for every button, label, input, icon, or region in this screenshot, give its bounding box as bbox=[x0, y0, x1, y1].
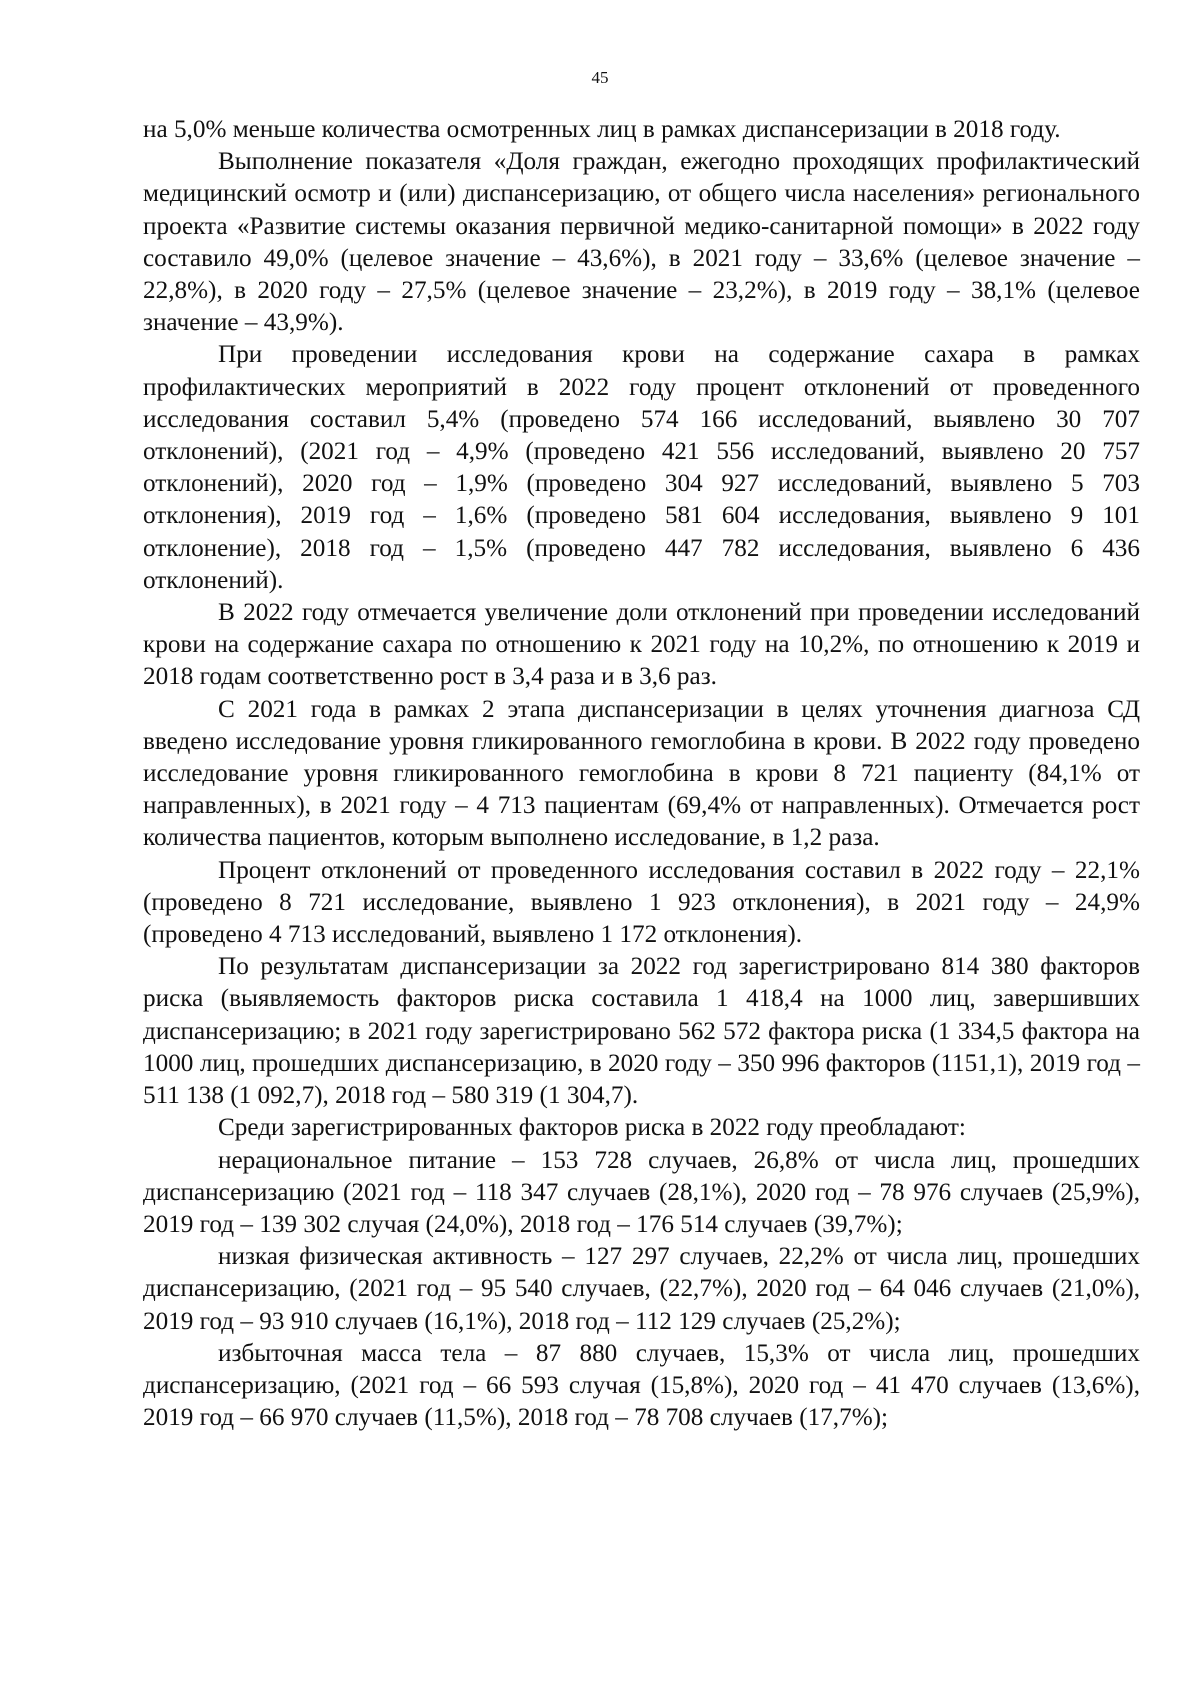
page-number: 45 bbox=[591, 68, 609, 87]
paragraph-deviation-percent: Процент отклонений от проведенного исследования составил в 2022 году – 22,1% (проведено 8 721 исследование, выявлено 1 923 отклонения), в 2021 году – 24,9% (проведено 4 713 исследований, выявлено 1 172 отклонения). bbox=[143, 856, 1140, 949]
paragraph-prevailing-factors: Среди зарегистрированных факторов риска в 2022 году преобладают: bbox=[218, 1114, 966, 1142]
paragraph-glycated-hemoglobin: С 2021 года в рамках 2 этапа диспансеризации в целях уточнения диагноза СД введено исследование уровня гликированного гемоглобина в крови. В 2022 году проведено исследование уровня гликированного гемоглобина в крови 8 721 пациенту (84,1% от направленных), в 2021 году – 4 713 пациентам (69,4% от направленных). Отмечается рост количества пациентов, которым выполнено исследование, в 1,2 раза. bbox=[143, 695, 1140, 852]
paragraph-deviation-increase: В 2022 году отмечается увеличение доли отклонений при проведении исследований крови на содержание сахара по отношению к 2021 году на 10,2%, по отношению к 2019 и 2018 годам соответственно рост в 3,4 раза и в 3,6 раз. bbox=[143, 599, 1140, 691]
list-item-unhealthy-diet: нерациональное питание – 153 728 случаев, 26,8% от числа лиц, прошедших диспансеризацию (2021 год – 118 347 случаев (28,1%), 2020 год – 78 976 случаев (25,9%), 2019 год – 139 302 случая (24,0%), 2018 год – 176 514 случаев (39,7%); bbox=[143, 1146, 1140, 1238]
paragraph-indicator-share: Выполнение показателя «Доля граждан, ежегодно проходящих профилактический медицинский осмотр и (или) диспансеризацию, от общего числа населения» регионального проекта «Развитие системы оказания первичной медико-санитарной помощи» в 2022 году составило 49,0% (целевое значение – 43,6%), в 2021 году – 33,6% (целевое значение – 22,8%), в 2020 году – 27,5% (целевое значение – 23,2%), в 2019 году – 38,1% (целевое значение – 43,9%). bbox=[143, 148, 1140, 337]
paragraph-blood-sugar-tests: При проведении исследования крови на содержание сахара в рамках профилактических мероприятий в 2022 году процент отклонений от проведенного исследования составил 5,4% (проведено 574 166 исследований, выявлено 30 707 отклонений), (2021 год – 4,9% (проведено 421 556 исследований, выявлено 20 757 отклонений), 2020 год – 1,9% (проведено 304 927 исследований, выявлено 5 703 отклонения), 2019 год – 1,6% (проведено 581 604 исследования, выявлено 9 101 отклонение), 2018 год – 1,5% (проведено 447 782 исследования, выявлено 6 436 отклонений). bbox=[143, 341, 1140, 594]
paragraph-continuation: на 5,0% меньше количества осмотренных лиц в рамках диспансеризации в 2018 году. bbox=[143, 116, 1061, 143]
list-item-excess-body-weight: избыточная масса тела – 87 880 случаев, 15,3% от числа лиц, прошедших диспансеризацию, (2021 год – 66 593 случая (15,8%), 2020 год – 41 470 случаев (13,6%), 2019 год – 66 970 случаев (11,5%), 2018 год – 78 708 случаев (17,7%); bbox=[143, 1339, 1140, 1432]
paragraph-risk-factors: По результатам диспансеризации за 2022 год зарегистрировано 814 380 факторов риска (выявляемость факторов риска составила 1 418,4 на 1000 лиц, завершивших диспансеризацию; в 2021 году зарегистрировано 562 572 фактора риска (1 334,5 фактора на 1000 лиц, прошедших диспансеризацию, в 2020 году – 350 996 факторов (1151,1), 2019 год – 511 138 (1 092,7), 2018 год – 580 319 (1 304,7). bbox=[143, 953, 1140, 1110]
list-item-low-physical-activity: низкая физическая активность – 127 297 случаев, 22,2% от числа лиц, прошедших диспансеризацию, (2021 год – 95 540 случаев, (22,7%), 2020 год – 64 046 случаев (21,0%), 2019 год – 93 910 случаев (16,1%), 2018 год – 112 129 случаев (25,2%); bbox=[143, 1243, 1140, 1335]
body-text bbox=[143, 114, 1140, 1434]
